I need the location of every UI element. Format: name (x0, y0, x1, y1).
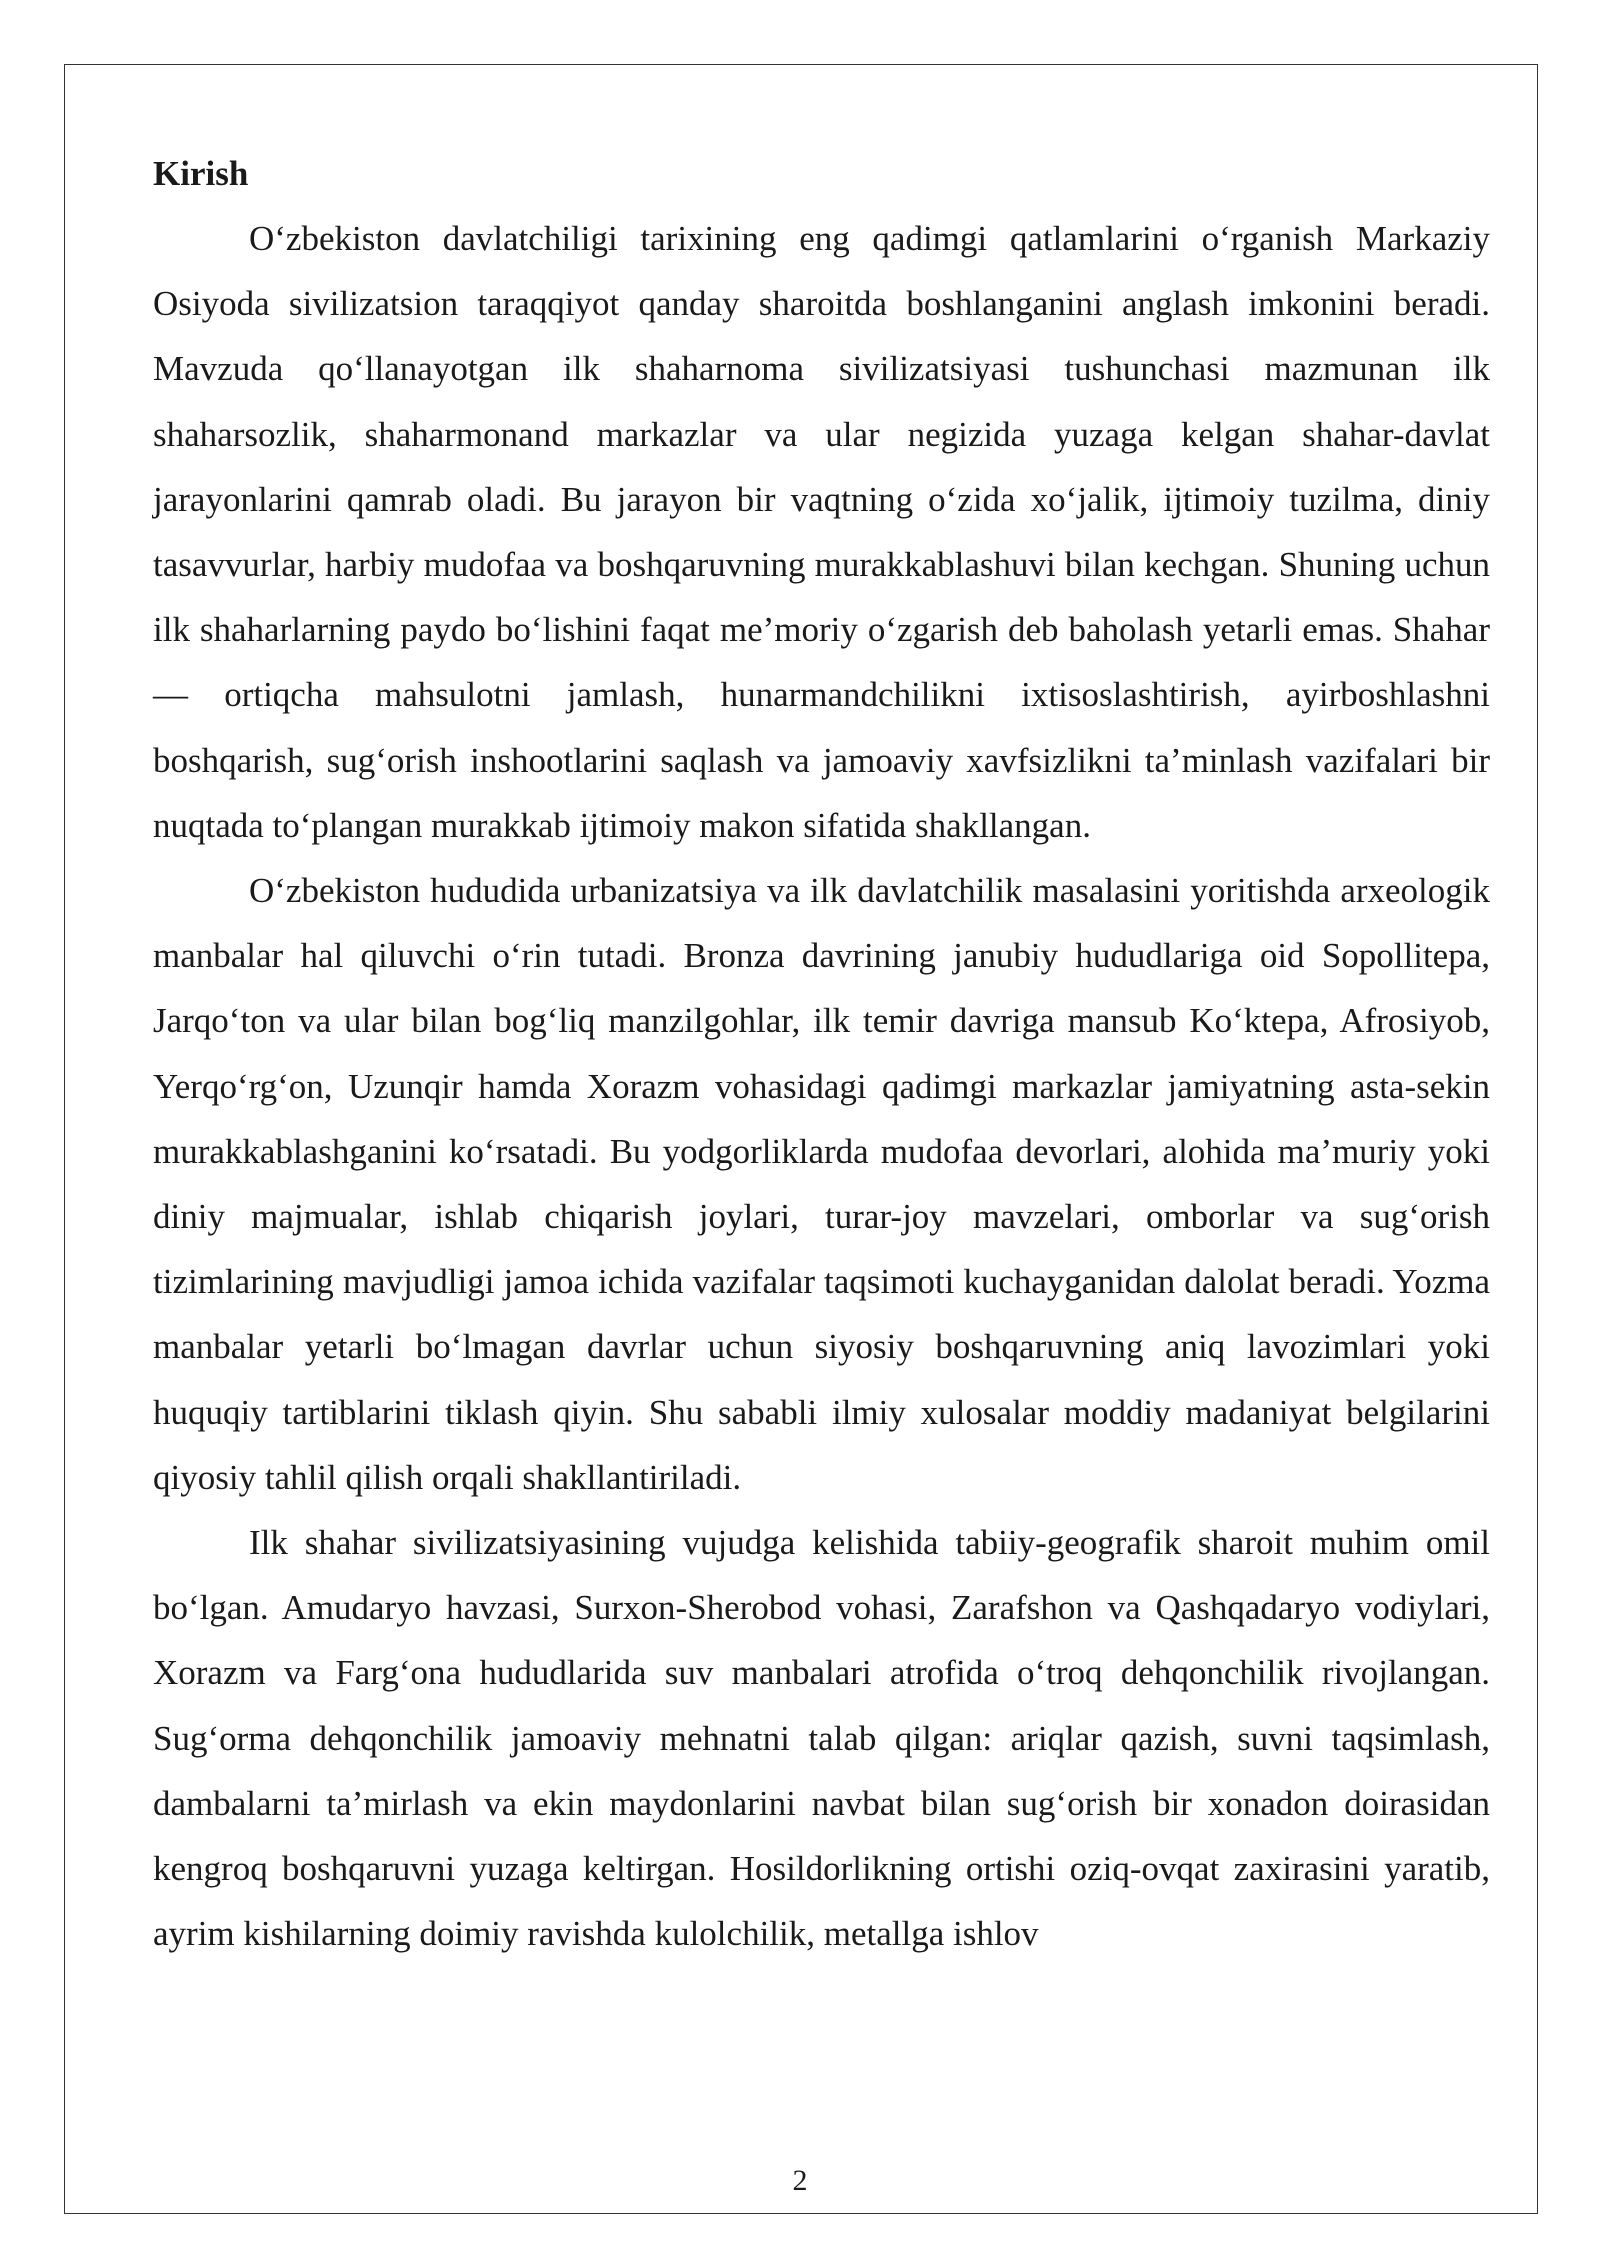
paragraph-1: O‘zbekiston davlatchiligi tarixining eng qadimgi qatlamlarini o‘rganish Markaziy Osiyoda sivilizatsion taraqqiyot qanday sharoitda boshlanganini anglash imkonini beradi. Mavzuda qo‘llanayotgan ilk shaharnoma sivilizatsiyasi tushunchasi mazmunan ilk shaharsozlik, shaharmonand markazlar va ular negizida yuzaga kelgan shahar-davlat jarayonlarini qamrab oladi. Bu jarayon bir vaqtning o‘zida xo‘jalik, ijtimoiy tuzilma, diniy tasavvurlar, harbiy mudofaa va boshqaruvning murakkablashuvi bilan kechgan. Shuning uchun ilk shaharlarning paydo bo‘lishini faqat me’moriy o‘zgarish deb baholash yetarli emas. Shahar — ortiqcha mahsulotni jamlash, hunarmandchilikni ixtisoslashtirish, ayirboshlashni boshqarish, sug‘orish inshootlarini saqlash va jamoaviy xavfsizlikni ta’minlash vazifalari bir nuqtada to‘plangan murakkab ijtimoiy makon sifatida shakllangan. (153, 219, 1490, 845)
paragraph-2: O‘zbekiston hududida urbanizatsiya va ilk davlatchilik masalasini yoritishda arxeologik manbalar hal qiluvchi o‘rin tutadi. Bronza davrining janubiy hududlariga oid Sopollitepa, Jarqo‘ton va ular bilan bog‘liq manzilgohlar, ilk temir davriga mansub Ko‘ktepa, Afrosiyob, Yerqo‘rg‘on, Uzunqir hamda Xorazm vohasidagi qadimgi markazlar jamiyatning asta-sekin murakkablashganini ko‘rsatadi. Bu yodgorliklarda mudofaa devorlari, alohida ma’muriy yoki diniy majmualar, ishlab chiqarish joylari, turar-joy mavzelari, omborlar va sug‘orish tizimlarining mavjudligi jamoa ichida vazifalar taqsimoti kuchayganidan dalolat beradi. Yozma manbalar yetarli bo‘lmagan davrlar uchun siyosiy boshqaruvning aniq lavozimlari yoki huquqiy tartiblarini tiklash qiyin. Shu sababli ilmiy xulosalar moddiy madaniyat belgilarini qiyosiy tahlil qilish orqali shakllantiriladi. (153, 871, 1490, 1497)
section-heading: Kirish (153, 154, 249, 193)
document-body (153, 141, 1490, 1966)
page-number: 2 (792, 2164, 808, 2197)
paragraph-3: Ilk shahar sivilizatsiyasining vujudga kelishida tabiiy-geografik sharoit muhim omil bo‘lgan. Amudaryo havzasi, Surxon-Sherobod vohasi, Zarafshon va Qashqadaryo vodiylari, Xorazm va Farg‘ona hududlarida suv manbalari atrofida o‘troq dehqonchilik rivojlangan. Sug‘orma dehqonchilik jamoaviy mehnatni talab qilgan: ariqlar qazish, suvni taqsimlash, dambalarni ta’mirlash va ekin maydonlarini navbat bilan sug‘orish bir xonadon doirasidan kengroq boshqaruvni yuzaga keltirgan. Hosildorlikning ortishi oziq-ovqat zaxirasini yaratib, ayrim kishilarning doimiy ravishda kulolchilik, metallga ishlov (153, 1523, 1490, 1954)
